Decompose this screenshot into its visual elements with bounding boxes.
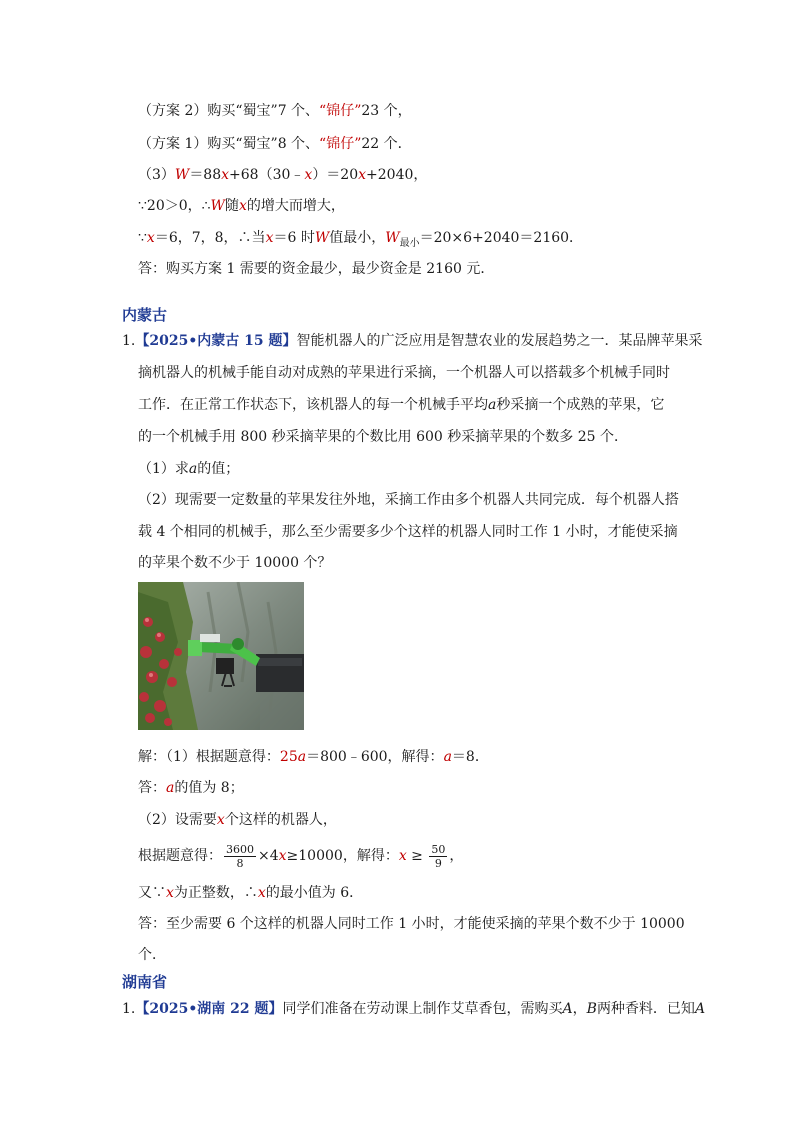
solution-step-2: （2）设需要x个这样的机器人， [138,812,337,828]
solution-step-3: 根据题意得： $\frac{3600}{8}$ ×4x≥10000，解得：x ≥ $\frac{50}{9}$ ， [138,842,464,870]
minimum-line: ∵x＝6，7，8，∴当x＝6 时W值最小，$W_{最小}=20\times 6+2040=2160$． [138,230,584,249]
question-1: （1）求a的值； [138,461,240,477]
question-2-line-3: 的苹果个数不少于 10000 个？ [138,555,332,571]
fraction-3600-over-8: $\frac{3600}{8}$ [226,842,254,870]
problem-2-line-1: 1.【2025•湖南 22 题】同学们准备在劳动课上制作艾草香包，需购买A，B两种香料．已知A [122,1001,706,1017]
solution-step-4: 又∵x为正整数，∴x的最小值为 6． [138,885,364,901]
question-2-line-2: 载 4 个相同的机械手，那么至少需要多少个这样的机器人同时工作 1 小时，才能使采摘 [138,524,678,540]
fraction-50-over-9: $\frac{50}{9}$ [431,842,446,870]
step-3-line: （3）W＝88x+68（30﹣x）＝20x+2040， [138,167,428,183]
answer-line: 答：购买方案 1 需要的资金最少，最少资金是 2160 元． [138,261,495,277]
monotonic-line: ∵20＞0，∴W随x的增大而增大， [138,198,345,214]
problem-1-line-2: 摘机器人的机械手能自动对成熟的苹果进行采摘，一个机器人可以搭载多个机械手同时 [138,365,670,381]
solution-answer-2: 答：至少需要 6 个这样的机器人同时工作 1 小时，才能使采摘的苹果个数不少于 10000 [138,916,685,932]
plan-2-line: （方案 2）购买“蜀宝”7 个、“锦仔”23 个， [138,103,412,119]
problem-1-line-1: 1.【2025•内蒙古 15 题】智能机器人的广泛应用是智慧农业的发展趋势之一．某品牌苹果采 [122,333,703,349]
problem-1-line-4: 的一个机械手用 800 秒采摘苹果的个数比用 600 秒采摘苹果的个数多 25 个． [138,429,628,445]
solution-answer-2-cont: 个． [138,947,166,963]
solution-step-1: 解：（1）根据题意得：25a＝800﹣600，解得：a＝8． [138,749,489,765]
plan-1-line: （方案 1）购买“蜀宝”8 个、“锦仔”22 个． [138,136,412,152]
section-heading: 内蒙古 [122,306,168,324]
problem-1-line-3: 工作．在正常工作状态下，该机器人的每一个机械手平均a秒采摘一个成熟的苹果，它 [138,397,665,413]
solution-answer-1: 答：a的值为 8； [138,780,244,796]
question-2-line-1: （2）现需要一定数量的苹果发往外地，采摘工作由多个机器人共同完成．每个机器人搭 [138,492,679,508]
robot-arm-picking-apples-photo [138,582,304,730]
section-heading-2: 湖南省 [122,973,168,991]
photo-image [138,582,304,730]
